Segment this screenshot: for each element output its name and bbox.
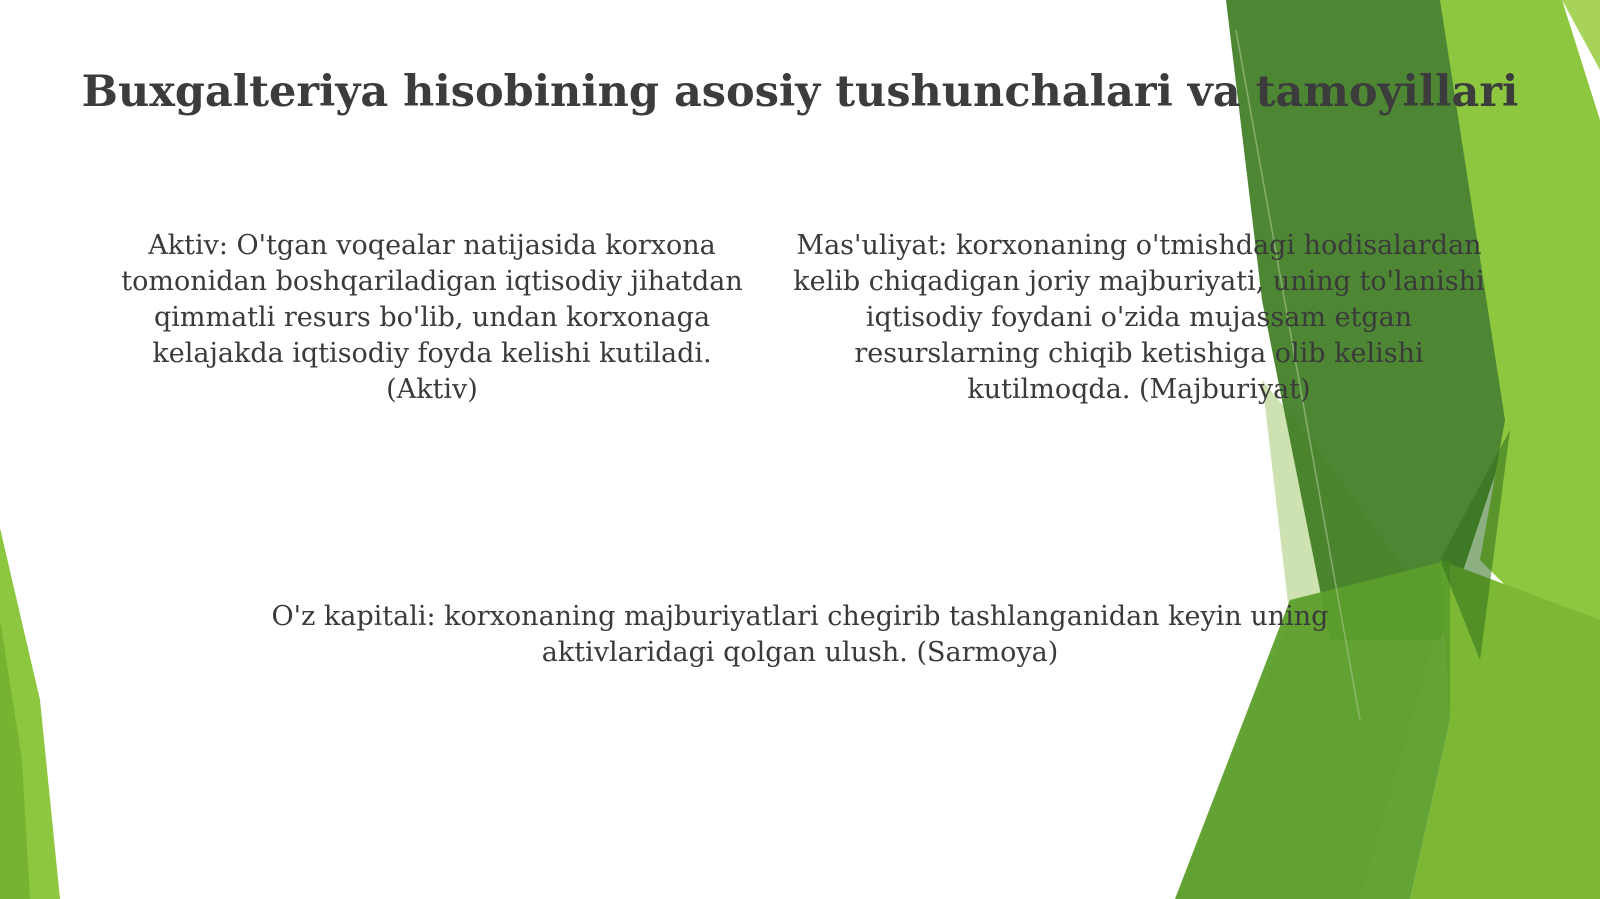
equity-definition: O'z kapitali: korxonaning majburiyatlari chegirib tashlanganidan keyin uning aktivlaridagi qolgan ulush. (Sarmoya) <box>271 601 1329 668</box>
slide-title: Buxgalteriya hisobining asosiy tushunchalari va tamoyillari <box>81 67 1519 117</box>
liability-definition: Mas'uliyat: korxonaning o'tmishdagi hodisalardan kelib chiqadigan joriy majburiyati, uning to'lanishi iqtisodiy foydani o'zida mujassam etgan resurslarning chiqib ketishiga olib kelishi kutilmoqda. (Majburiyat) <box>793 230 1485 405</box>
asset-definition: Aktiv: O'tgan voqealar natijasida korxona tomonidan boshqariladigan iqtisodiy jihatdan qimmatli resurs bo'lib, undan korxonaga kelajakda iqtisodiy foyda kelishi kutiladi. (Aktiv) <box>121 230 743 405</box>
